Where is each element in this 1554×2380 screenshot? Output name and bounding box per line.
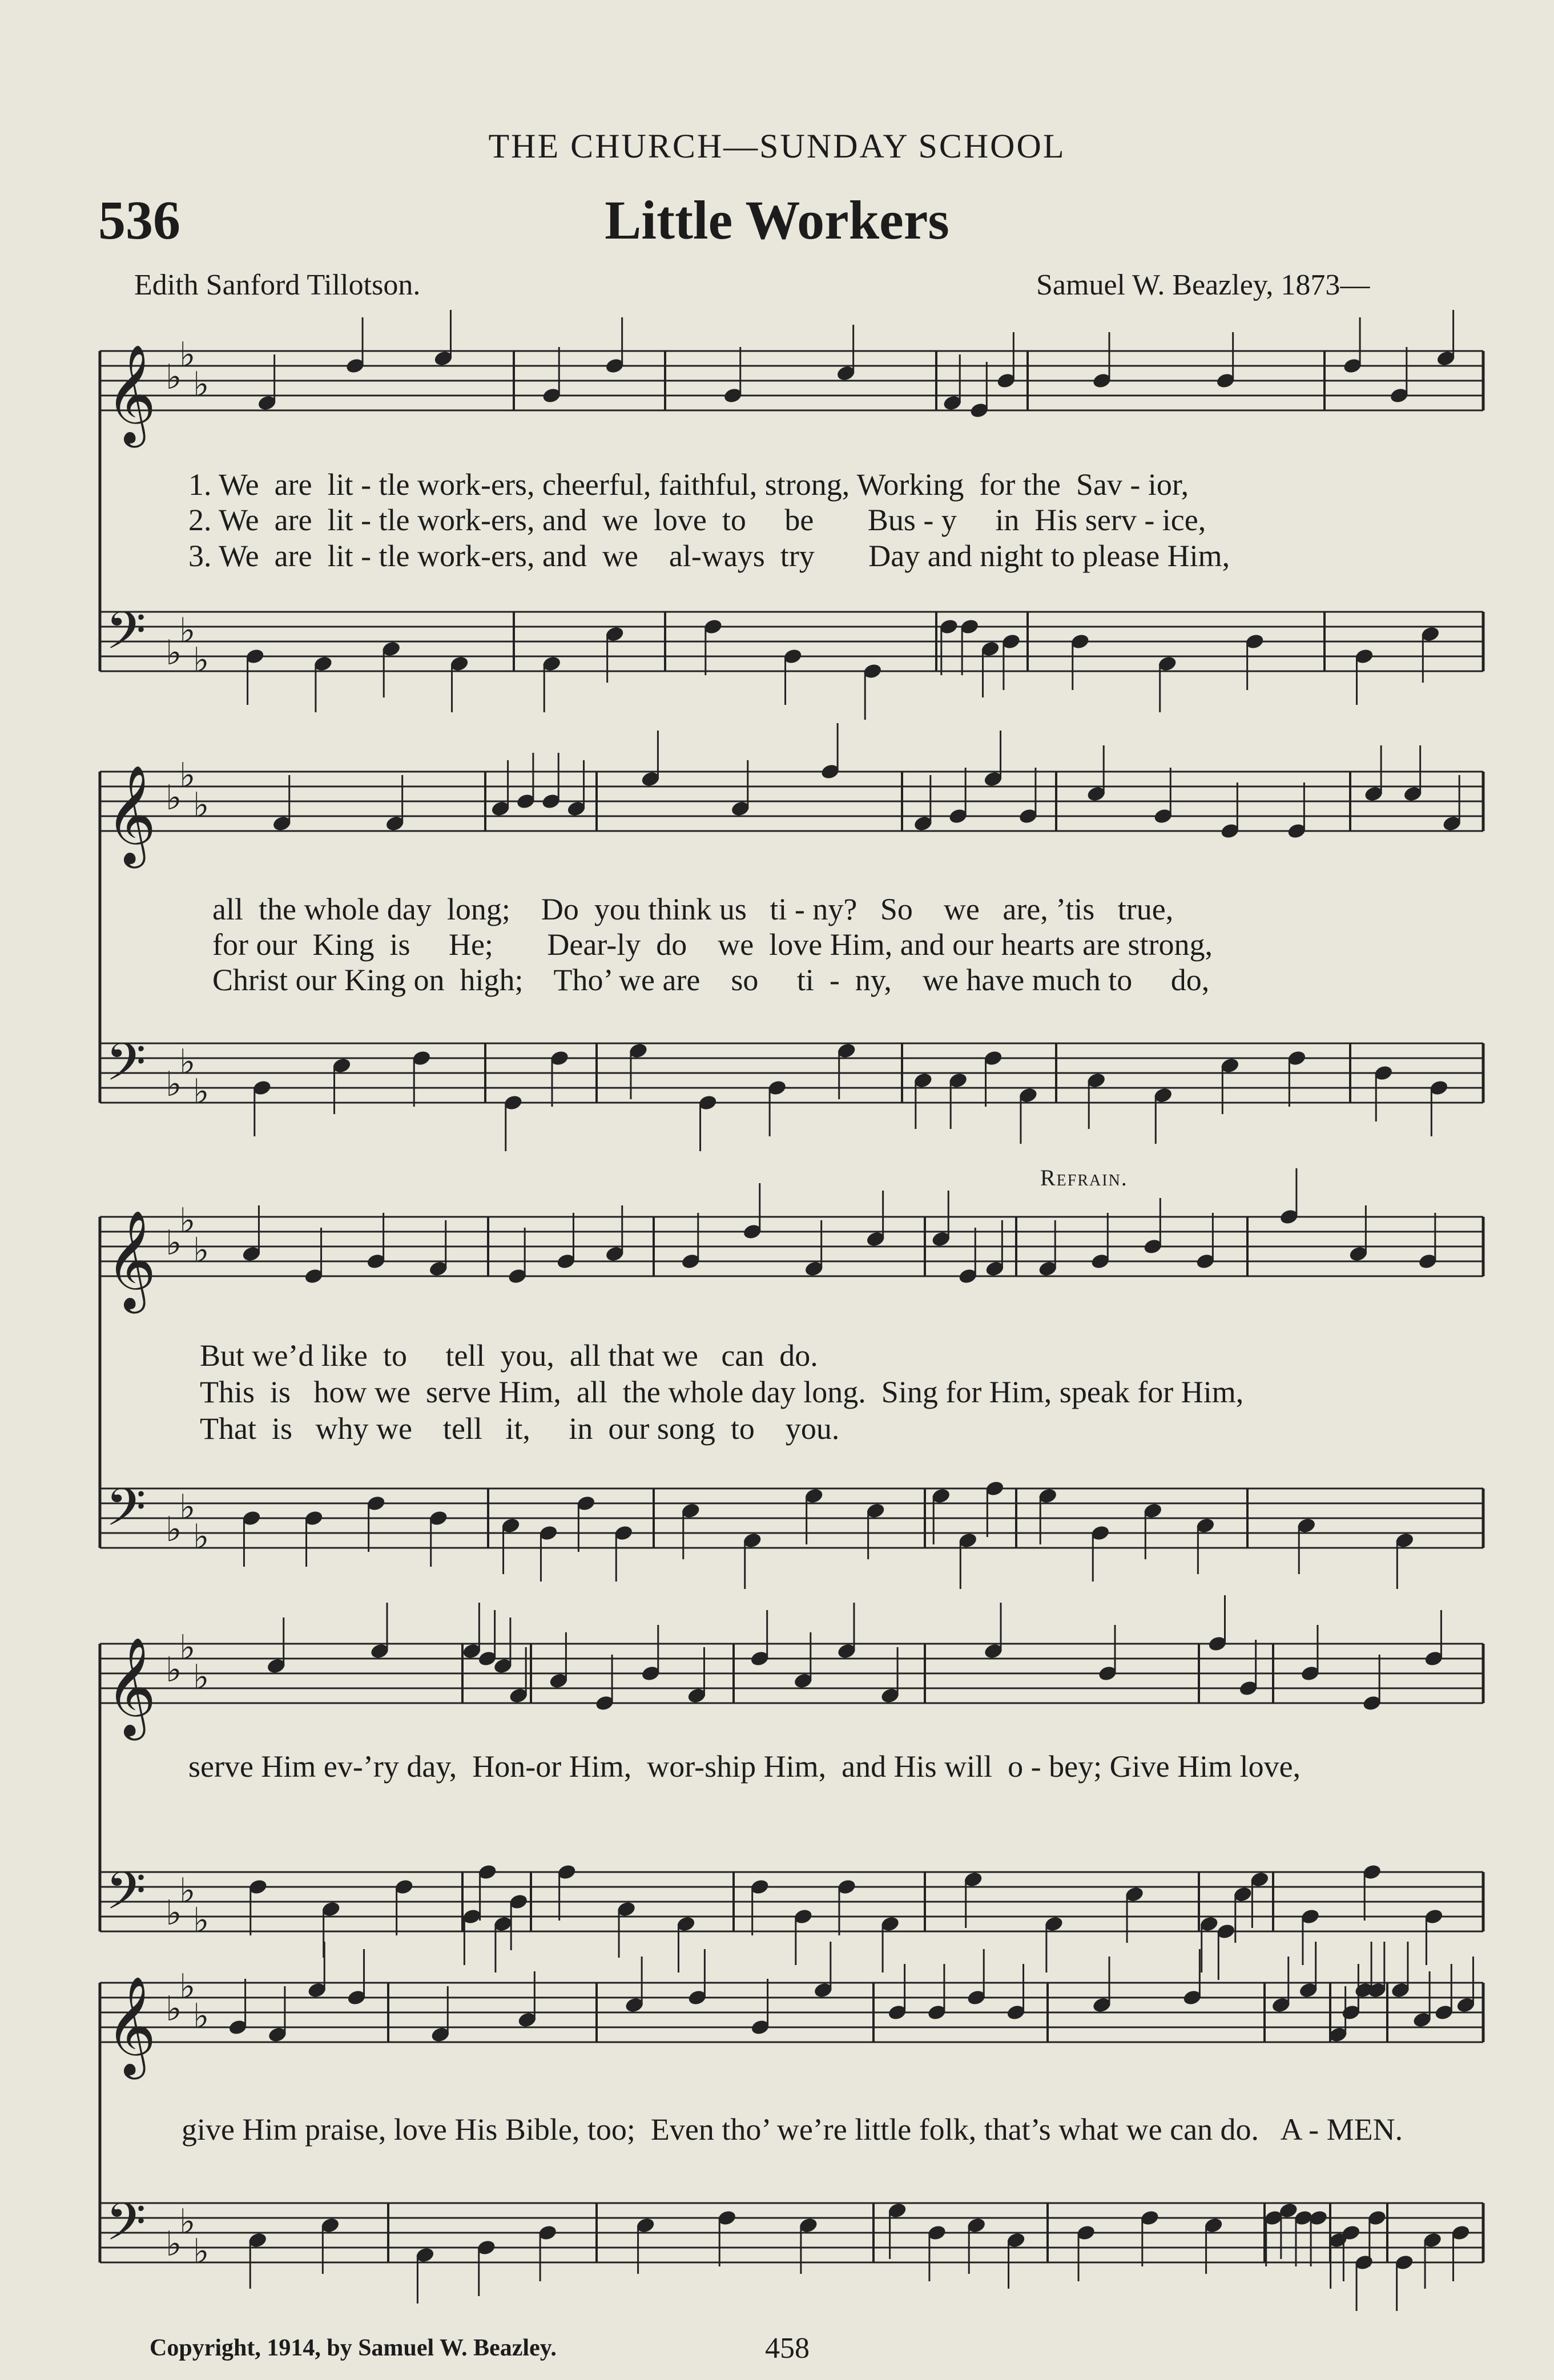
flat-icon: ♭ xyxy=(179,611,196,651)
flat-icon: ♭ xyxy=(166,1989,182,2029)
flat-icon: ♭ xyxy=(166,1893,182,1933)
flat-icon: ♭ xyxy=(179,1201,196,1241)
lyric-line: This is how we serve Him, all the whole day long. Sing for Him, speak for Him, xyxy=(200,1375,1244,1409)
bass-clef-icon: 𝄢 xyxy=(106,1477,146,1550)
lyric-line: Christ our King on high; Tho’ we are so ti - ny, we have much to do, xyxy=(212,963,1210,997)
copyright-notice: Copyright, 1914, by Samuel W. Beazley. xyxy=(150,2335,557,2361)
treble-clef-icon: 𝄞 xyxy=(106,1976,156,2075)
flat-icon: ♭ xyxy=(193,1231,210,1270)
flat-icon: ♭ xyxy=(166,1650,182,1690)
bass-clef-icon: 𝄢 xyxy=(106,1032,146,1105)
treble-clef-icon: 𝄞 xyxy=(106,1637,156,1736)
flat-icon: ♭ xyxy=(166,1223,182,1263)
flat-icon: ♭ xyxy=(166,778,182,818)
lyric-line: serve Him ev-’ry day, Hon-or Him, wor-ship Him, and His will o - bey; Give Him love, xyxy=(188,1749,1301,1784)
flat-icon: ♭ xyxy=(179,1871,196,1911)
flat-icon: ♭ xyxy=(179,756,196,796)
refrain-label: Refrain. xyxy=(1040,1165,1128,1191)
flat-icon: ♭ xyxy=(193,1517,210,1557)
treble-clef-icon: 𝄞 xyxy=(106,1210,156,1309)
lyricist-credit: Edith Sanford Tillotson. xyxy=(134,269,421,301)
section-heading: THE CHURCH—SUNDAY SCHOOL xyxy=(488,127,1066,165)
flat-icon: ♭ xyxy=(193,785,210,825)
treble-clef-icon: 𝄞 xyxy=(106,765,156,864)
lyric-line: 3. We are lit - tle work-ers, and we al-ways try Day and night to please Him, xyxy=(188,539,1230,573)
lyric-line: But we’d like to tell you, all that we can do. xyxy=(200,1338,818,1373)
lyric-line: 2. We are lit - tle work-ers, and we love to be Bus - y in His serv - ice, xyxy=(188,503,1206,537)
page-number: 458 xyxy=(765,2332,810,2365)
flat-icon: ♭ xyxy=(193,1996,210,2036)
flat-icon: ♭ xyxy=(193,1901,210,1941)
flat-icon: ♭ xyxy=(193,1657,210,1697)
hymn-number: 536 xyxy=(98,189,180,251)
lyric-line: for our King is He; Dear-ly do we love Him, and our hearts are strong, xyxy=(212,927,1213,962)
flat-icon: ♭ xyxy=(193,365,210,405)
flat-icon: ♭ xyxy=(179,1042,196,1082)
lyric-line: give Him praise, love His Bible, too; Even tho’ we’re little folk, that’s what we can do. A - MEN. xyxy=(182,2112,1403,2147)
flat-icon: ♭ xyxy=(179,2202,196,2242)
flat-icon: ♭ xyxy=(193,640,210,680)
flat-icon: ♭ xyxy=(166,1510,182,1550)
bass-clef-icon: 𝄢 xyxy=(106,2192,146,2265)
composer-credit: Samuel W. Beazley, 1873— xyxy=(1036,269,1370,301)
flat-icon: ♭ xyxy=(166,633,182,673)
hymn-title: Little Workers xyxy=(605,189,949,251)
flat-icon: ♭ xyxy=(166,1064,182,1104)
flat-icon: ♭ xyxy=(179,1967,196,2007)
flat-icon: ♭ xyxy=(179,1628,196,1668)
bass-clef-icon: 𝄢 xyxy=(106,600,146,673)
flat-icon: ♭ xyxy=(179,335,196,375)
lyric-line: 1. We are lit - tle work-ers, cheerful, faithful, strong, Working for the Sav - ior, xyxy=(188,467,1189,502)
lyric-line: all the whole day long; Do you think us ti - ny? So we are, ’tis true, xyxy=(212,892,1174,926)
flat-icon: ♭ xyxy=(193,2232,210,2272)
flat-icon: ♭ xyxy=(193,1072,210,1112)
flat-icon: ♭ xyxy=(179,1487,196,1527)
bass-clef-icon: 𝄢 xyxy=(106,1861,146,1934)
flat-icon: ♭ xyxy=(166,357,182,397)
treble-clef-icon: 𝄞 xyxy=(106,344,156,443)
flat-icon: ♭ xyxy=(166,2224,182,2264)
lyric-line: That is why we tell it, in our song to you. xyxy=(200,1411,840,1446)
